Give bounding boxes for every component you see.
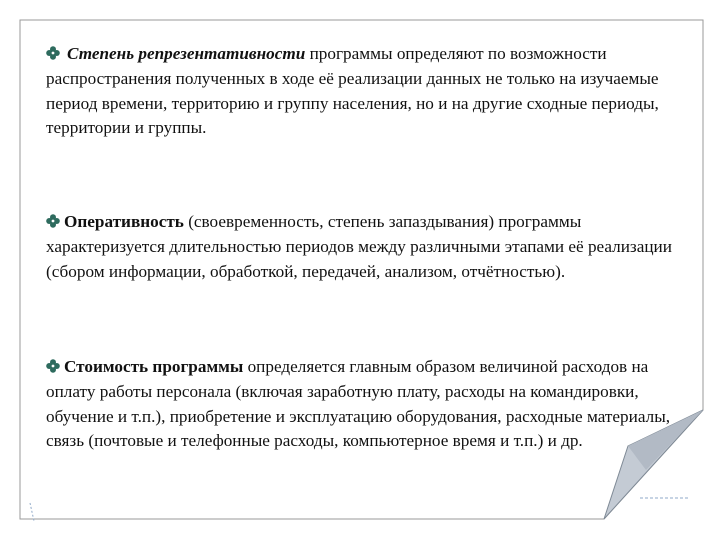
paragraph-text: (своевременность, степень запаздывания) программы характеризуется длительностью периодов между различными этапами её реализации (сбором информации, обработкой, передачей, анализом, отчётностью). [46, 212, 672, 281]
paragraph-cost [46, 355, 686, 454]
paragraph-text: определяется главным образом величиной расходов на оплату работы персонала (включая заработную плату, расходы на командировки, обучение и т.п.), приобретение и эксплуатацию оборудования, расходные материалы, связь (почтовые и телефонные расходы, компьютерное время и т.п.) и др. [46, 357, 671, 451]
diamond-bullet-icon [46, 214, 60, 228]
paragraph-representativeness [46, 42, 686, 141]
paragraph-efficiency [46, 210, 686, 284]
paragraph-term: Стоимость программы [64, 357, 244, 376]
paragraph-text: программы определяют по возможности распространения полученных в ходе её реализации данных не только на изучаемые период времени, территорию и группу населения, но и на другие сходные периоды, территории и группы. [46, 44, 659, 138]
diamond-bullet-icon [46, 46, 60, 60]
paragraph-term: Оперативность [64, 212, 184, 231]
paragraph-term: Степень репрезентативности [67, 44, 306, 63]
diamond-bullet-icon [46, 359, 60, 373]
